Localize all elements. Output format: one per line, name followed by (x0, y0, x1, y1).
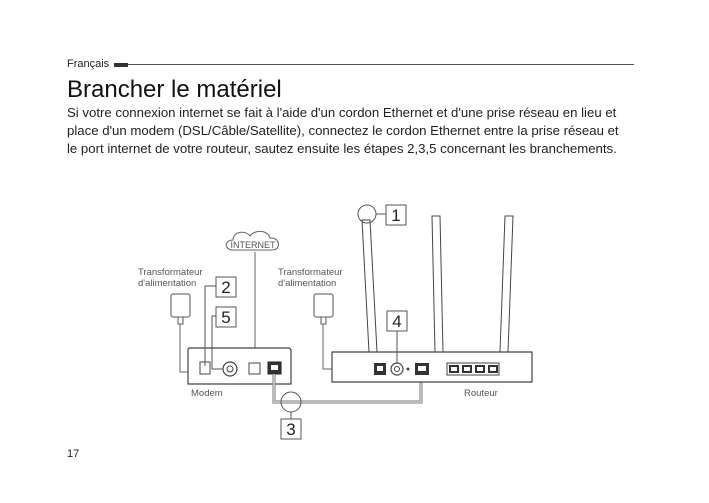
router-device (332, 352, 532, 382)
page-title: Brancher le matériel (67, 76, 282, 103)
adapter-left-label-line2: d'alimentation (138, 278, 197, 289)
router-lan-ports (447, 363, 499, 375)
adapter-right-label-line2: d'alimentation (278, 278, 337, 289)
router-antennas (362, 216, 513, 352)
modem-line-port (249, 363, 260, 374)
router-label: Routeur (464, 388, 498, 399)
language-label: Français (67, 58, 110, 70)
modem-device (188, 348, 291, 384)
adapter-left-label-line1: Transformateur (138, 267, 203, 278)
intro-line: place d'un modem (DSL/Câble/Satellite), connectez le cordon Ethernet entre la prise réseau et (67, 123, 619, 138)
step-3-number: 3 (286, 420, 296, 439)
intro-line: Si votre connexion internet se fait à l'aide d'un cordon Ethernet et d'une prise réseau en lieu et (67, 105, 617, 120)
page-number: 17 (67, 448, 80, 460)
step-2-number: 2 (221, 278, 231, 297)
internet-cloud (226, 231, 278, 250)
step-1-number: 1 (391, 206, 401, 225)
step-5-number: 5 (221, 308, 231, 327)
modem-label: Modem (191, 388, 223, 399)
intro-line: le port internet de votre routeur, sautez ensuite les étapes 2,3,5 concernant les branchements. (67, 141, 617, 156)
adapter-right-label-line1: Transformateur (278, 267, 343, 278)
internet-label: INTERNET (230, 240, 276, 250)
step-4-number: 4 (392, 312, 402, 331)
